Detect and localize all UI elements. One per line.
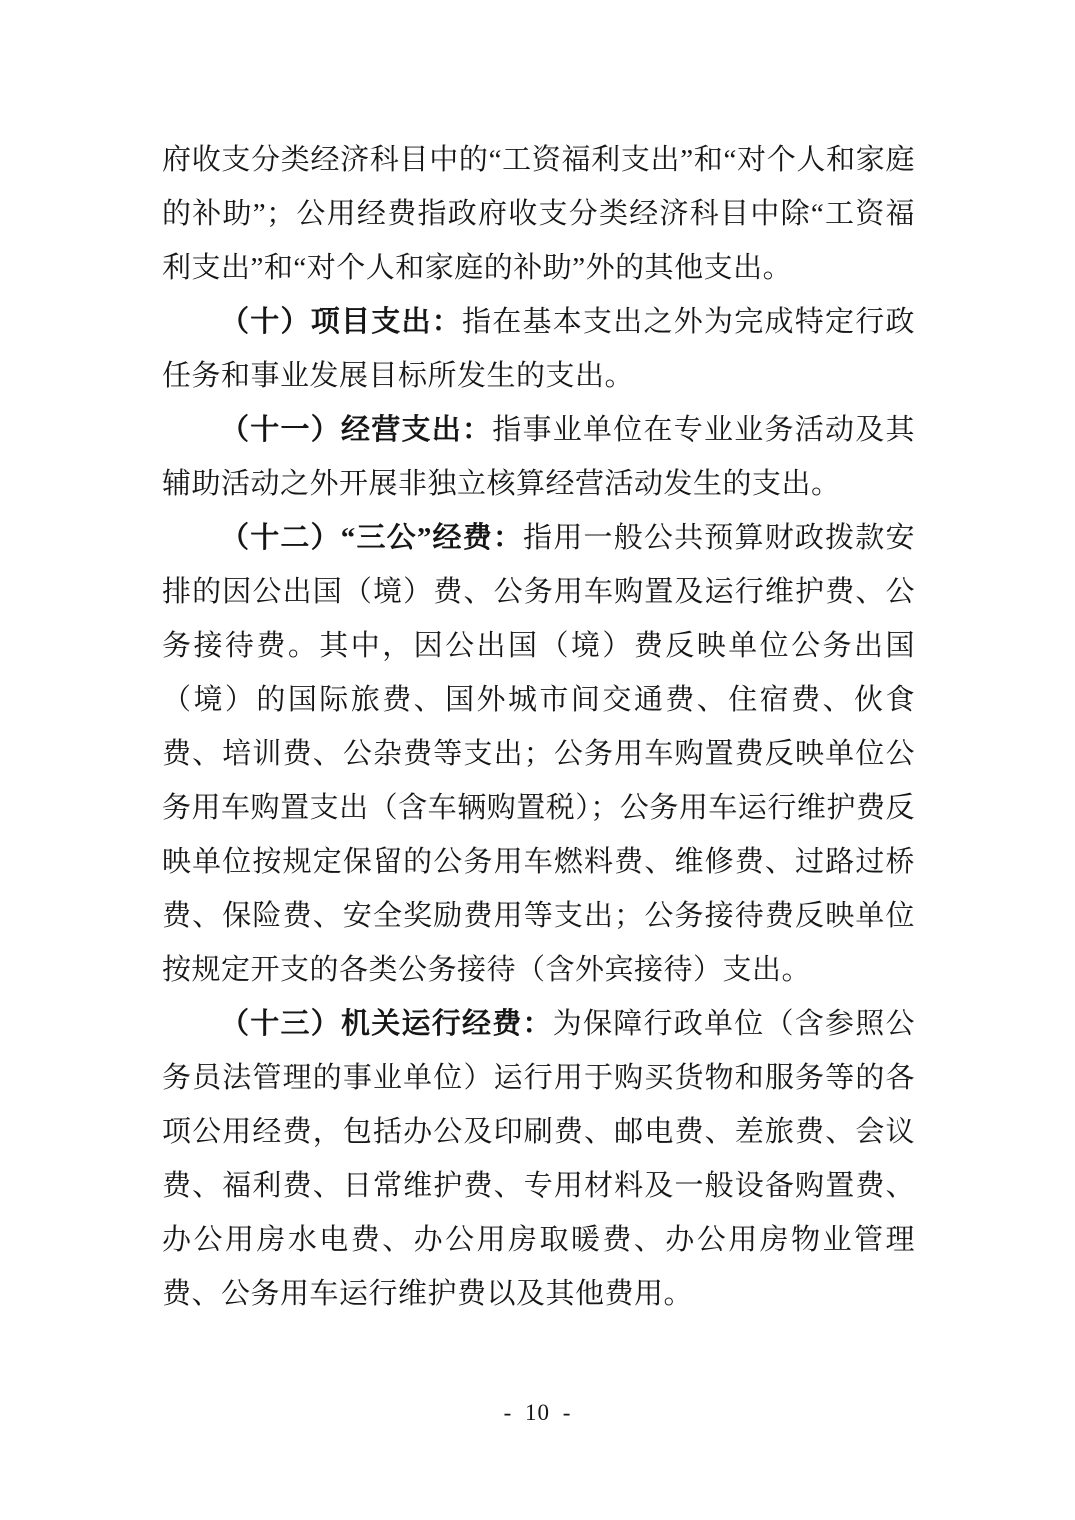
paragraph-head: （十二）“三公”经费：	[220, 522, 524, 554]
paragraph-item-10	[162, 295, 915, 403]
page-footer	[0, 1400, 1075, 1426]
paragraph-text: 指事业单位在专业业务活动及其辅助活动之外开展非独立核算经营活动发生的支出。	[162, 414, 915, 500]
paragraph-text: 为保障行政单位（含参照公务员法管理的事业单位）运行用于购买货物和服务等的各项公用经费，包括办公及印刷费、邮电费、差旅费、会议费、福利费、日常维护费、专用材料及一般设备购置费、办公用房水电费、办公用房取暖费、办公用房物业管理费、公务用车运行维护费以及其他费用。	[162, 1008, 915, 1310]
paragraph-item-12	[162, 511, 915, 997]
paragraph-text: 府收支分类经济科目中的“工资福利支出”和“对个人和家庭的补助”；公用经费指政府收支分类经济科目中除“工资福利支出”和“对个人和家庭的补助”外的其他支出。	[162, 144, 915, 284]
paragraph-text: 指用一般公共预算财政拨款安排的因公出国（境）费、公务用车购置及运行维护费、公务接待费。其中，因公出国（境）费反映单位公务出国（境）的国际旅费、国外城市间交通费、住宿费、伙食费、培训费、公杂费等支出；公务用车购置费反映单位公务用车购置支出（含车辆购置税）；公务用车运行维护费反映单位按规定保留的公务用车燃料费、维修费、过路过桥费、保险费、安全奖励费用等支出；公务接待费反映单位按规定开支的各类公务接待（含外宾接待）支出。	[162, 522, 915, 986]
paragraph-text: 指在基本支出之外为完成特定行政任务和事业发展目标所发生的支出。	[162, 306, 915, 392]
paragraph-item-13	[162, 997, 915, 1321]
paragraph-item-11	[162, 403, 915, 511]
paragraph-head: （十）项目支出：	[220, 306, 462, 338]
paragraph-head: （十三）机关运行经费：	[220, 1008, 553, 1040]
document-body	[162, 133, 915, 1321]
page-number: - 10 -	[503, 1400, 572, 1425]
paragraph-continuation	[162, 133, 915, 295]
paragraph-head: （十一）经营支出：	[220, 414, 493, 446]
